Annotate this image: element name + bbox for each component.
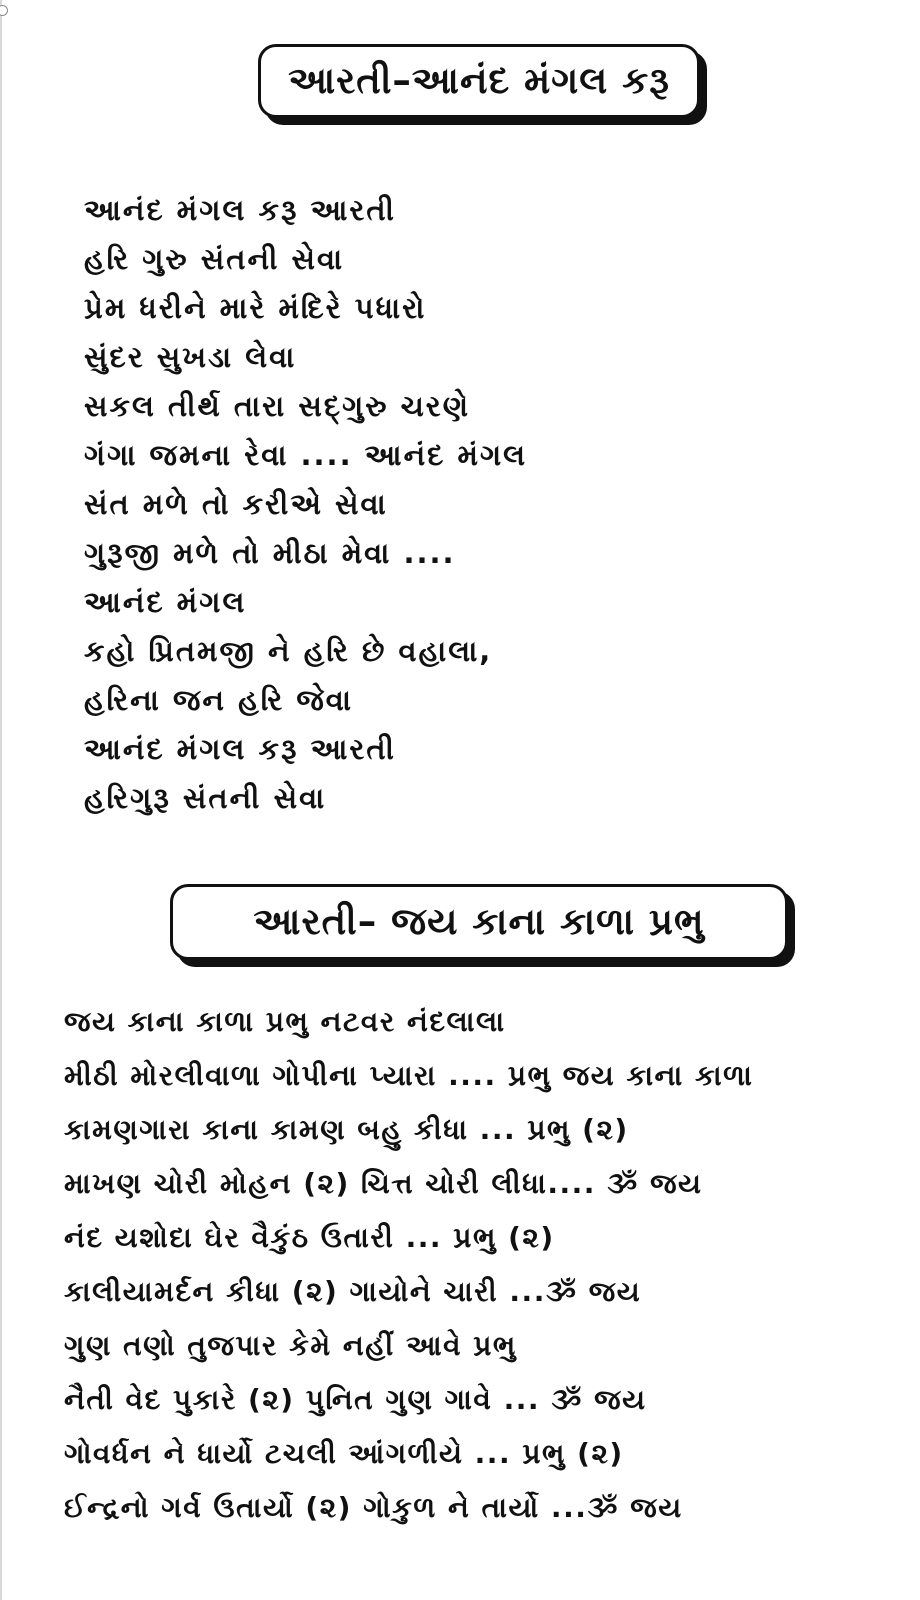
aarti-line: આનંદ મંગલ કરૂ આરતી — [84, 193, 396, 227]
aarti-line: ગોવર્ધન ને ધાર્યો ટચલી આંગળીયે ... પ્રભુ (૨) — [64, 1437, 624, 1470]
aarti-line: કામણગારા કાના કામણ બહુ કીધા ... પ્રભુ (૨) — [64, 1113, 629, 1146]
aarti-line: ગંગા જમના રેવા .... આનંદ મંગલ — [84, 438, 528, 472]
aarti-line: હરિગુરૂ સંતની સેવા — [84, 781, 327, 815]
aarti-line: ગુરૂજી મળે તો મીઠા મેવા .... — [84, 536, 456, 570]
aarti-line: સકલ તીર્થ તારા સદ્ગુરુ ચરણે — [84, 389, 471, 423]
aarti-line: ઈન્દ્રનો ગર્વ ઉતાર્યો (૨) ગોકુળ ને તાર્યો ...ૐ જય — [64, 1491, 683, 1524]
aarti-line: નૈતી વેદ પુકારે (૨) પુનિત ગુણ ગાવે ... ૐ જય — [64, 1383, 647, 1416]
aarti-line: સુંદર સુખડા લેવા — [84, 340, 297, 374]
aarti-line: નંદ યશોદા ઘેર વૈકુંઠ ઉતારી ... પ્રભુ (૨) — [64, 1221, 555, 1254]
aarti-line: સંત મળે તો કરીએ સેવા — [84, 487, 388, 521]
aarti-title-frame-1 — [258, 44, 700, 118]
aarti-line: કાલીયામર્દન કીધા (૨) ગાયોને ચારી ...ૐ જય — [64, 1275, 642, 1308]
aarti-line: ગુણ તણો તુજપાર કેમે નહીં આવે પ્રભુ — [64, 1329, 517, 1362]
aarti-line: મીઠી મોરલીવાળા ગોપીના પ્યારા .... પ્રભુ જય કાના કાળા — [64, 1059, 754, 1092]
aarti-line: આનંદ મંગલ — [84, 585, 247, 619]
aarti-section-2 — [0, 850, 920, 1600]
aarti-lines-1 — [84, 186, 527, 823]
aarti-title-frame-2 — [170, 884, 788, 960]
aarti-line: માખણ ચોરી મોહન (૨) ચિત્ત ચોરી લીધા.... ૐ જય — [64, 1167, 703, 1200]
aarti-line: પ્રેમ ધરીને મારે મંદિરે પધારો — [84, 291, 427, 325]
aarti-title-2: આરતી– જય કાના કાળા પ્રભુ — [170, 884, 788, 960]
aarti-line: હરિના જન હરિ જેવા — [84, 683, 353, 717]
aarti-line: કહો પ્રિતમજી ને હરિ છે વહાલા, — [84, 634, 493, 668]
aarti-line: હરિ ગુરુ સંતની સેવા — [84, 242, 345, 276]
aarti-line: આનંદ મંગલ કરૂ આરતી — [84, 732, 396, 766]
aarti-title-1: આરતી–આનંદ મંગલ કરૂ — [258, 44, 700, 118]
aarti-line: જય કાના કાળા પ્રભુ નટવર નંદલાલા — [64, 1005, 506, 1038]
aarti-lines-2 — [64, 995, 753, 1535]
